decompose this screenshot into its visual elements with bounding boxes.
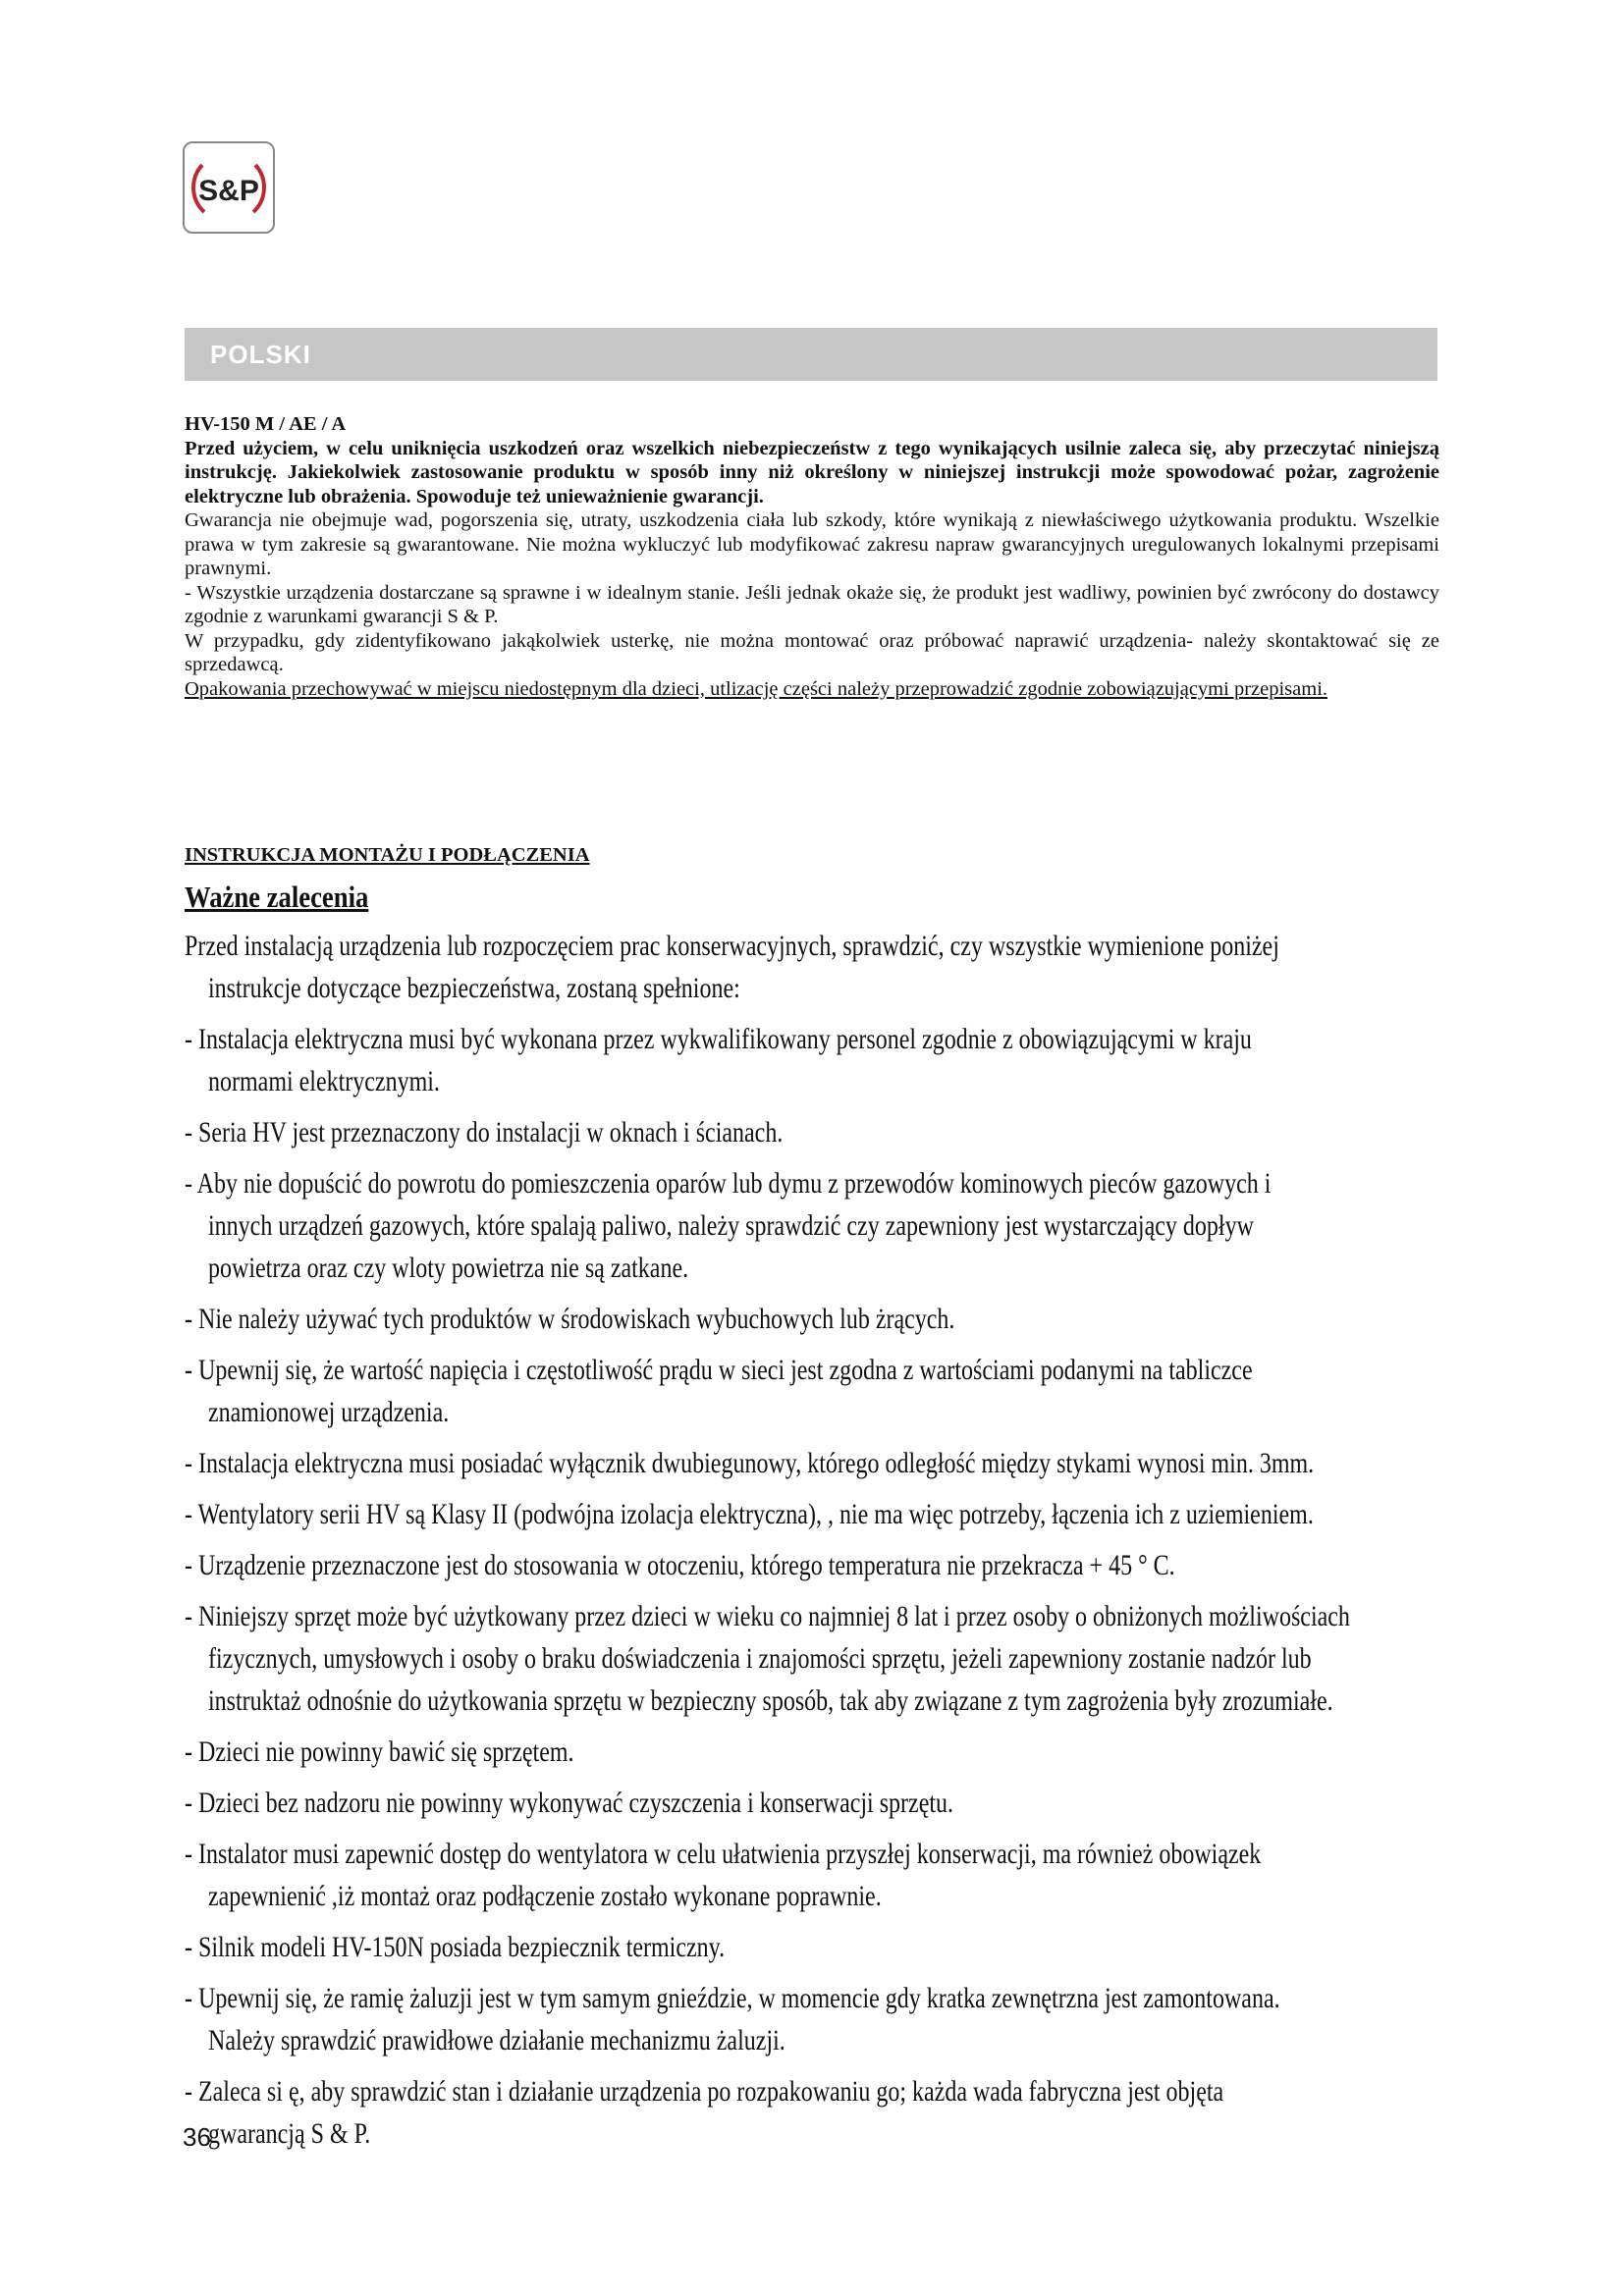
recommendation-item [185,1298,1446,1340]
item-spacer [185,1289,1446,1298]
recommendation-line: - Upewnij się, że wartość napięcia i częstotliwość prądu w sieci jest zgodna z wartościami podanymi na tabliczce [185,1354,1253,1386]
item-spacer [185,1009,1446,1018]
item-spacer [185,1340,1446,1349]
recommendation-line: Przed instalacją urządzenia lub rozpoczęciem prac konserwacyjnych, sprawdzić, czy wszystkie wymienione poniżej [185,930,1279,962]
recommendation-line: - Upewnij się, że ramię żaluzji jest w tym samym gnieździe, w momencie gdy kratka zewnętrzna jest zamontowana. [185,1982,1280,2014]
recommendation-continuation: znamionowej urządzenia. [208,1396,450,1428]
recommendation-line: - Instalacja elektryczna musi być wykonana przez wykwalifikowany personel zgodnie z obowiązującymi w kraju [185,1023,1252,1055]
recommendation-continuation: normami elektrycznymi. [208,1065,440,1097]
item-spacer [185,1824,1446,1833]
logo-text: S&P [198,175,259,207]
recommendation-line: - Seria HV jest przeznaczony do instalacji w oknach i ścianach. [185,1116,784,1148]
section-title: INSTRUKCJA MONTAŻU I PODŁĄCZENIA [185,844,590,866]
recommendation-item [185,2070,1446,2155]
recommendation-item [185,1111,1446,1153]
recommendation-line: - Dzieci bez nadzoru nie powinny wykonywać czyszczenia i konserwacji sprzętu. [185,1787,954,1819]
item-spacer [185,2061,1446,2070]
recommendation-line: - Instalator musi zapewnić dostęp do wentylatora w celu ułatwienia przyszłej konserwacji, ma również obowiązek [185,1838,1262,1870]
item-spacer [185,1102,1446,1111]
recommendation-continuation: fizycznych, umysłowych i osoby o braku doświadczenia i znajomości sprzętu, jeżeli zapewniony zostanie nadzór lub [208,1642,1312,1675]
item-spacer [185,2155,1446,2163]
recommendation-item [185,1833,1446,1917]
recommendation-line: - Urządzenie przeznaczone jest do stosowania w otoczeniu, którego temperatura nie przekracza + 45 ° C. [185,1549,1175,1581]
recommendation-item [185,1977,1446,2061]
defect-paragraph: W przypadku, gdy zidentyfikowano jakąkolwiek usterkę, nie można montować oraz próbować naprawić urządzenia- należy skontaktować się ze sprzedawcą. [185,629,1439,675]
warranty-paragraph: Gwarancja nie obejmuje wad, pogorszenia się, utraty, uszkodzenia ciała lub szkody, które wynikają z niewłaściwego użytkowania produktu. Wszelkie prawa w tym zakresie są gwarantowane. Nie można wykluczyć lub modyfikować zakresu napraw gwarancyjnych uregulowanych lokalnymi przepisami prawnymi. [185,509,1439,579]
recommendation-item [185,1782,1446,1824]
recommendation-continuation: instrukcje dotyczące bezpieczeństwa, zostaną spełnione: [208,972,740,1004]
recommendation-continuation: zapewnienić ,iż montaż oraz podłączenie zostało wykonane poprawnie. [208,1880,882,1912]
recommendation-item [185,1442,1446,1484]
subsection-title: Ważne zalecenia [185,880,369,914]
recommendation-line: - Wentylatory serii HV są Klasy II (podwójna izolacja elektryczna), , nie ma więc potrzeby, łączenia ich z uziemieniem. [185,1498,1314,1530]
item-spacer [185,1773,1446,1782]
recommendation-continuation: instruktaż odnośnie do użytkowania sprzętu w bezpieczny sposób, tak aby związane z tym zagrożenia były zrozumiałe. [208,1684,1333,1717]
item-spacer [185,1722,1446,1731]
recommendation-continuation: innych urządzeń gazowych, które spalają paliwo, należy sprawdzić czy zapewniony jest wystarczający dopływ [208,1209,1254,1242]
language-label: POLSKI [210,340,311,369]
recommendation-item [185,1018,1446,1102]
recommendation-item [185,925,1446,1009]
recommendation-line: - Instalacja elektryczna musi posiadać wyłącznik dwubiegunowy, którego odległość między stykami wynosi min. 3mm. [185,1447,1315,1479]
recommendation-item [185,1544,1446,1586]
recommendations-list [185,925,1446,2163]
item-spacer [185,1153,1446,1162]
recommendation-continuation: Należy sprawdzić prawidłowe działanie mechanizmu żaluzji. [208,2024,785,2056]
recommendation-item [185,1349,1446,1433]
item-spacer [185,1433,1446,1442]
recommendation-line: - Dzieci nie powinny bawić się sprzętem. [185,1735,574,1768]
recommendation-line: - Silnik modeli HV-150N posiada bezpiecznik termiczny. [185,1931,726,1963]
recommendation-line: - Niniejszy sprzęt może być użytkowany przez dzieci w wieku co najmniej 8 lat i przez osoby o obniżonych możliwościach [185,1600,1350,1632]
item-spacer [185,1586,1446,1595]
model-name: HV-150 M / AE / A [185,413,347,435]
recommendation-line: - Nie należy używać tych produktów w środowiskach wybuchowych lub żrących. [185,1303,955,1335]
recommendation-line: - Zaleca si ę, aby sprawdzić stan i działanie urządzenia po rozpakowaniu go; każda wada fabryczna jest objęta [185,2075,1224,2108]
sp-logo [181,139,277,236]
intro-block [185,412,1439,701]
recommendation-continuation: powietrza oraz czy wloty powietrza nie są zatkane. [208,1252,689,1284]
recommendation-item [185,1926,1446,1968]
item-spacer [185,1917,1446,1926]
page-number: 36 [183,2122,211,2152]
recommendation-item [185,1162,1446,1289]
devices-paragraph: - Wszystkie urządzenia dostarczane są sprawne i w idealnym stanie. Jeśli jednak okaże się, że produkt jest wadliwy, powinien być zwrócony do dostawcy zgodnie z warunkami gwarancji S & P. [185,581,1439,627]
safety-warning: Przed użyciem, w celu uniknięcia uszkodzeń oraz wszelkich niebezpieczeństw z tego wynikających usilnie zaleca się, aby przeczytać niniejszą instrukcję. Jakiekolwiek zastosowanie produktu w sposób inny niż określony w niniejszej instrukcji może spowodować pożar, zagrożenie elektryczne lub obrażenia. Spowoduje też unieważnienie gwarancji. [185,437,1439,507]
recommendation-line: - Aby nie dopuścić do powrotu do pomieszczenia oparów lub dymu z przewodów kominowych pieców gazowych i [185,1167,1272,1200]
item-spacer [185,1535,1446,1544]
recommendation-item [185,1731,1446,1773]
item-spacer [185,1484,1446,1493]
recommendation-item [185,1493,1446,1535]
item-spacer [185,1968,1446,1977]
packaging-paragraph: Opakowania przechowywać w miejscu niedostępnym dla dzieci, utlizację części należy przeprowadzić zgodnie zobowiązującymi przepisami. [185,677,1328,700]
recommendation-continuation: gwarancją S & P. [208,2117,371,2150]
language-bar [185,328,1437,381]
recommendation-item [185,1595,1446,1722]
